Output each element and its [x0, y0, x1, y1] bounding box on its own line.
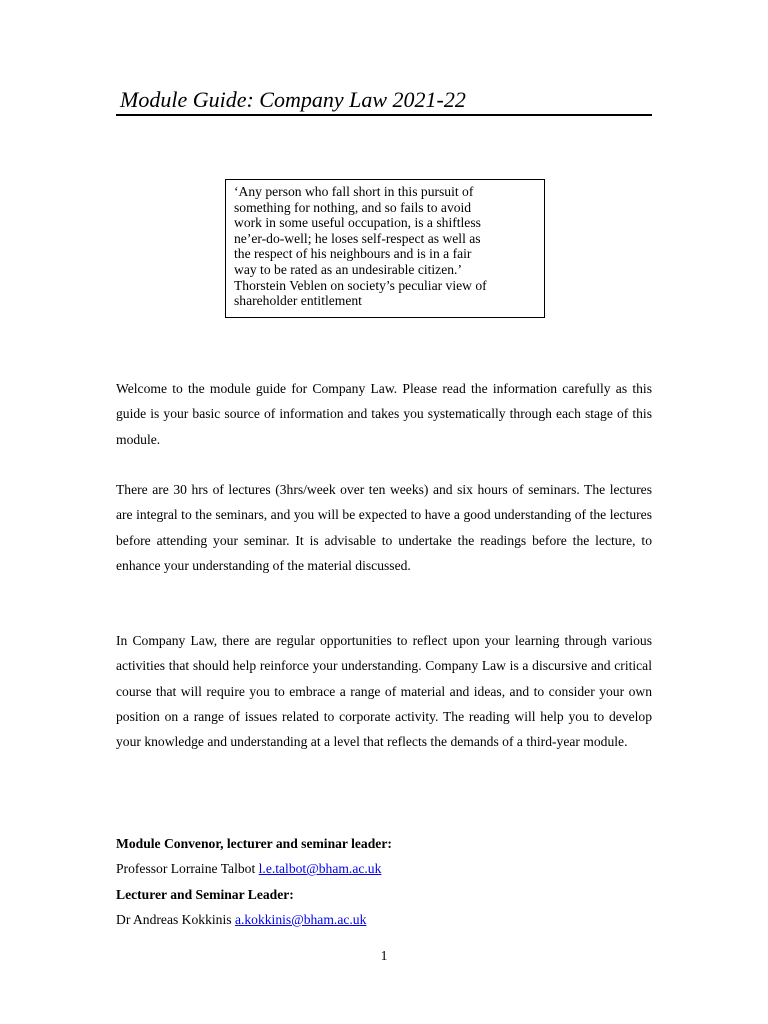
page-number: 1 [380, 948, 388, 963]
page-title: Module Guide: Company Law 2021-22 [120, 87, 466, 112]
epigraph-quote-box [225, 179, 545, 318]
quote-line: shareholder entitlement [234, 293, 362, 309]
quote-line: Thorstein Veblen on society’s peculiar view of [234, 277, 487, 293]
quote-line: ne’er-do-well; he loses self-respect as well as [234, 230, 481, 246]
convenor-email-link[interactable]: l.e.talbot@bham.ac.uk [258, 861, 382, 877]
lecturer-heading: Lecturer and Seminar Leader: [116, 886, 294, 902]
convenor-contact [116, 856, 652, 881]
lecturer-name: Dr Andreas Kokkinis [116, 911, 235, 927]
title-underline-rule [116, 114, 652, 116]
lecturer-contact [116, 907, 652, 932]
quote-line: the respect of his neighbours and is in a fair [234, 246, 472, 262]
lecturer-email-link[interactable]: a.kokkinis@bham.ac.uk [234, 911, 367, 927]
convenor-heading: Module Convenor, lecturer and seminar leader: [116, 836, 392, 851]
intro-paragraph-learning: In Company Law, there are regular opportunities to reflect upon your learning through various activities that should help reinforce your understanding. Company Law is a discursive and critical course that will require you to embrace a range of material and ideas, and to consider your own position on a range of issues related to corporate activity. The reading will help you to develop your knowledge and understanding at a level that reflects the demands of a third-year module. [116, 633, 652, 750]
staff-contacts [116, 831, 652, 932]
quote-line: something for nothing, and so fails to avoid [234, 199, 472, 215]
quote-line: work in some useful occupation, is a shiftless [234, 215, 481, 231]
quote-line: ‘Any person who fall short in this pursuit of [234, 184, 474, 199]
intro-paragraph-welcome: Welcome to the module guide for Company Law. Please read the information carefully as this guide is your basic source of information and takes you systematically through each stage of this module. [116, 381, 652, 447]
quote-line: way to be rated as an undesirable citizen.’ [234, 261, 462, 277]
convenor-name: Professor Lorraine Talbot [116, 861, 259, 877]
intro-paragraph-lectures: There are 30 hrs of lectures (3hrs/week over ten weeks) and six hours of seminars. The lectures are integral to the seminars, and you will be expected to have a good understanding of the lectures before attending your seminar. It is advisable to undertake the readings before the lecture, to enhance your understanding of the material discussed. [116, 482, 652, 573]
